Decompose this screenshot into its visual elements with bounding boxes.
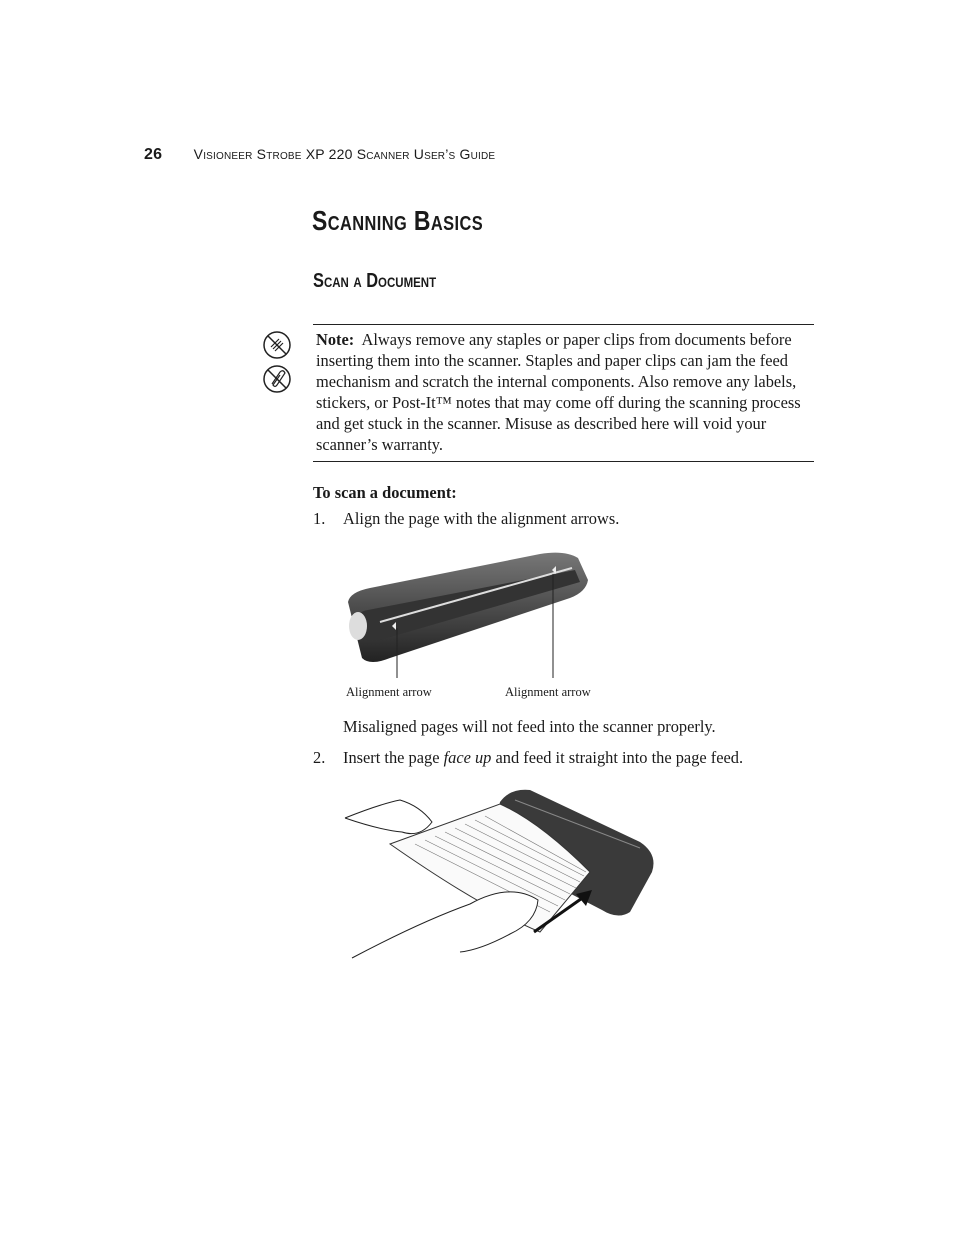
step-2: [313, 748, 743, 768]
page-number: 26: [144, 146, 163, 163]
step-2-text-after: and feed it straight into the page feed.: [491, 748, 744, 767]
running-header: [144, 146, 495, 164]
callout-right: Alignment arrow: [505, 685, 591, 699]
note-label: Note: [316, 330, 349, 349]
feeding-figure: [340, 782, 660, 962]
step-2-number: 2.: [313, 748, 326, 767]
callout-left: Alignment arrow: [346, 685, 432, 699]
running-title: Visioneer Strobe XP 220 Scanner User’s Guide: [193, 146, 496, 162]
step-1-number: 1.: [313, 509, 326, 528]
procedure-heading: To scan a document:: [313, 483, 457, 502]
scanner-figure: [340, 540, 600, 680]
note-box: Note: Always remove any staples or paper clips from documents before inserting them into the scanner. Staples and paper clips can jam the feed mechanism and scratch the internal components. Also remove any labels, stickers, or Post-It™ notes that may come off during the scanning process and get stuck in the scanner. Misuse as described here will void your scanner’s warranty.: [313, 324, 814, 462]
note-icons: [262, 330, 292, 398]
step-1-text: Align the page with the alignment arrows.: [343, 509, 620, 528]
step-1: [313, 509, 619, 529]
no-staples-icon: [262, 330, 292, 360]
no-paperclips-icon: [262, 364, 292, 394]
note-text: Always remove any staples or paper clips from documents before inserting them into the scanner. Staples and paper clips can jam the feed mechanism and scratch the internal components. Also remove any labels, stickers, or Post-It™ notes that may come off during the scanning process and get stuck in the scanner. Misuse as described here will void your scanner’s warranty.: [316, 330, 801, 454]
subsection-title: Scan a Document: [313, 270, 437, 292]
misaligned-note: Misaligned pages will not feed into the scanner properly.: [343, 717, 716, 736]
step-2-emphasis: face up: [443, 748, 492, 767]
section-title: Scanning Basics: [312, 205, 484, 236]
step-2-text-before: Insert the page: [343, 748, 444, 767]
